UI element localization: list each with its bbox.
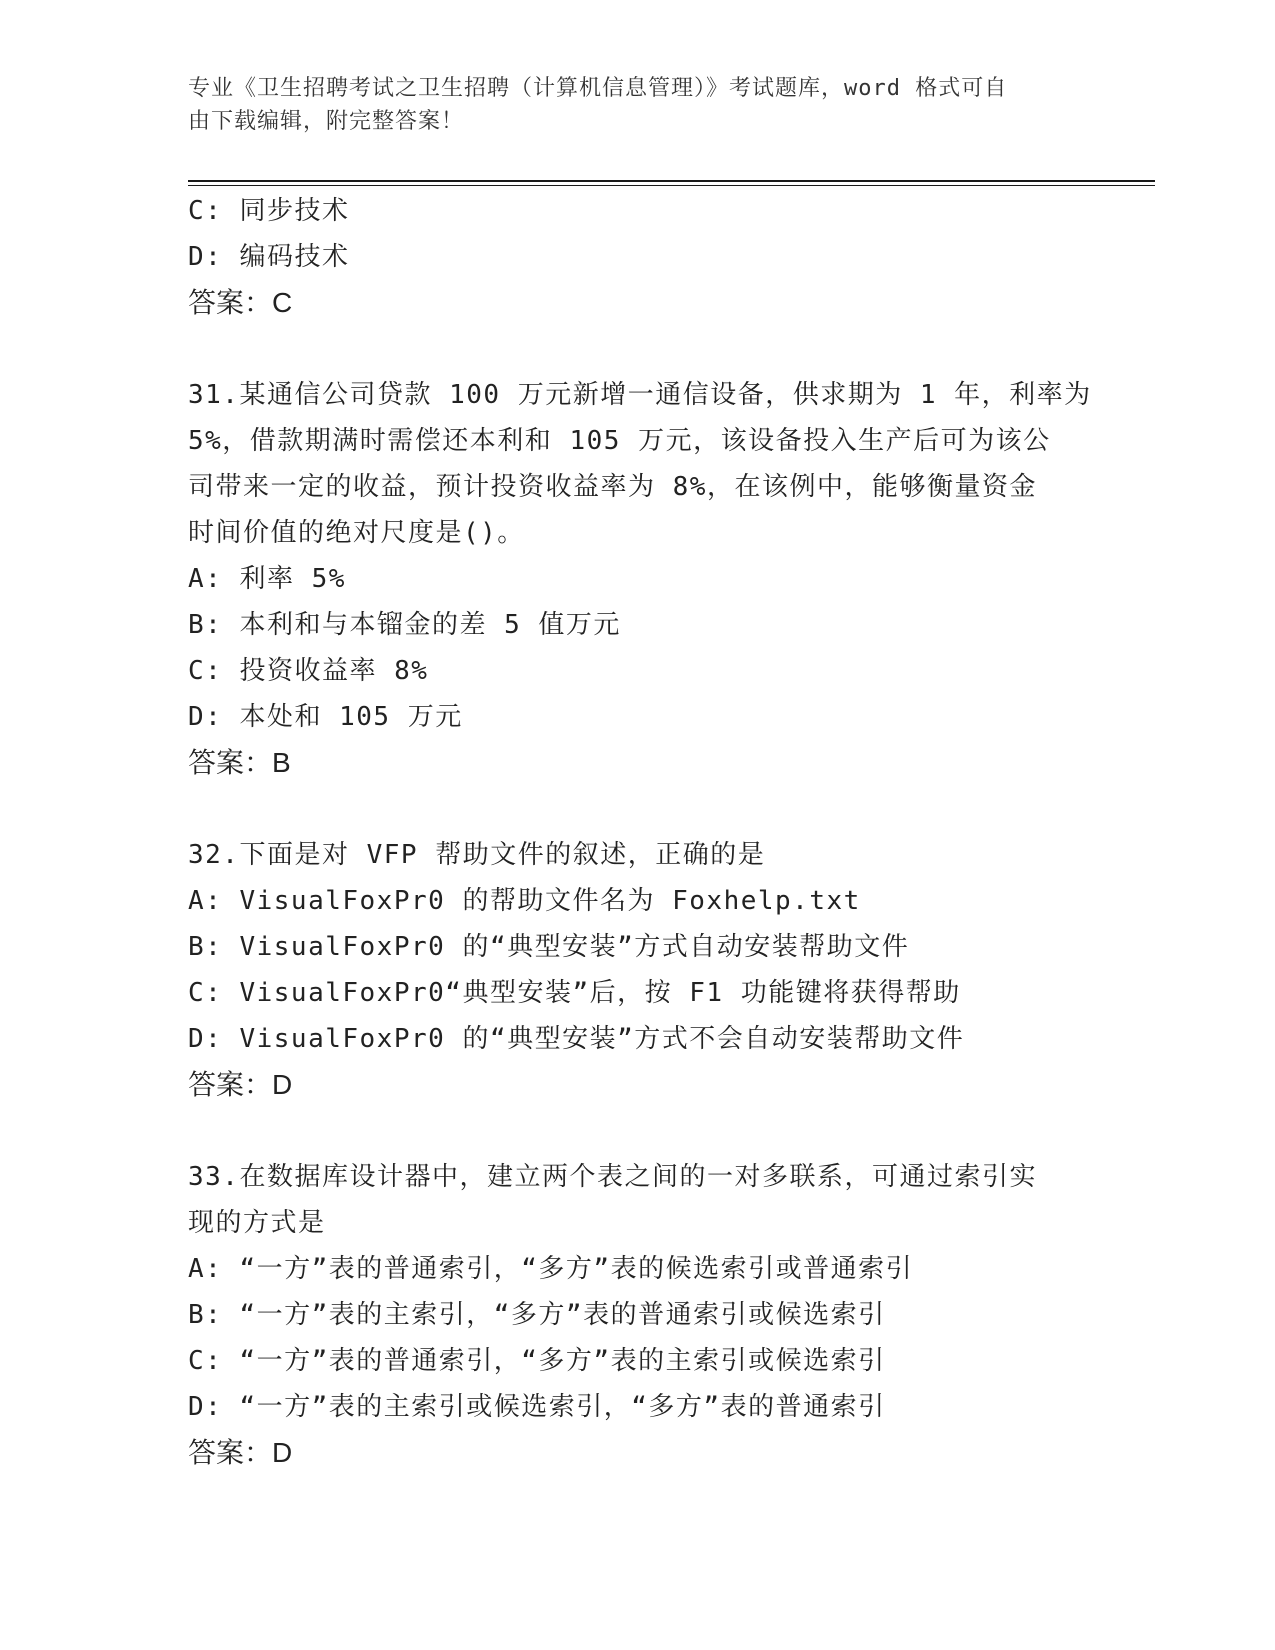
question-32 (188, 832, 1088, 1108)
option-d: D: 编码技术 (188, 242, 350, 272)
answer: 答案：C (188, 287, 293, 318)
option-c: C: 投资收益率 8% (188, 656, 429, 686)
carryover-question (188, 188, 1088, 326)
question-text-line: 司带来一定的收益，预计投资收益率为 8%，在该例中，能够衡量资金 (188, 472, 1037, 502)
answer: 答案：B (188, 747, 291, 778)
header-line-1: 专业《卫生招聘考试之卫生招聘（计算机信息管理）》考试题库，word 格式可自 (188, 76, 1008, 101)
option-a: A: 利率 5% (188, 564, 346, 594)
question-text-line: 33.在数据库设计器中，建立两个表之间的一对多联系，可通过索引实 (188, 1162, 1037, 1192)
option-b: B: “一方”表的主索引，“多方”表的普通索引或候选索引 (188, 1300, 886, 1330)
option-a: A: VisualFoxPr0 的帮助文件名为 Foxhelp.txt (188, 886, 861, 916)
question-31 (188, 372, 1092, 786)
question-text-line: 31.某通信公司贷款 100 万元新增一通信设备，供求期为 1 年，利率为 (188, 380, 1092, 410)
spacer (188, 786, 1088, 832)
option-b: B: VisualFoxPr0 的“典型安装”方式自动安装帮助文件 (188, 932, 910, 962)
header-rule-thin (188, 185, 1155, 186)
spacer (188, 1108, 1088, 1154)
document-body (188, 188, 1092, 1476)
header-line-2: 由下载编辑，附完整答案！ (188, 109, 465, 134)
answer: 答案：D (188, 1437, 293, 1468)
question-text-line: 5%，借款期满时需偿还本利和 105 万元，该设备投入生产后可为该公 (188, 426, 1051, 456)
option-c: C: “一方”表的普通索引，“多方”表的主索引或候选索引 (188, 1346, 886, 1376)
answer: 答案：D (188, 1069, 293, 1100)
question-text-line: 现的方式是 (188, 1208, 326, 1238)
question-text-line: 32.下面是对 VFP 帮助文件的叙述，正确的是 (188, 840, 766, 870)
option-d: D: “一方”表的主索引或候选索引，“多方”表的普通索引 (188, 1392, 886, 1422)
option-a: A: “一方”表的普通索引，“多方”表的候选索引或普通索引 (188, 1254, 914, 1284)
question-33 (188, 1154, 1088, 1476)
document-header (188, 72, 1068, 138)
option-c: C: 同步技术 (188, 196, 350, 226)
header-rule-thick (188, 180, 1155, 182)
option-b: B: 本利和与本镏金的差 5 值万元 (188, 610, 621, 640)
option-c: C: VisualFoxPr0“典型安装”后，按 F1 功能键将获得帮助 (188, 978, 961, 1008)
question-text-line: 时间价值的绝对尺度是()。 (188, 518, 525, 548)
option-d: D: VisualFoxPr0 的“典型安装”方式不会自动安装帮助文件 (188, 1024, 965, 1054)
option-d: D: 本处和 105 万元 (188, 702, 463, 732)
spacer (188, 326, 1088, 372)
